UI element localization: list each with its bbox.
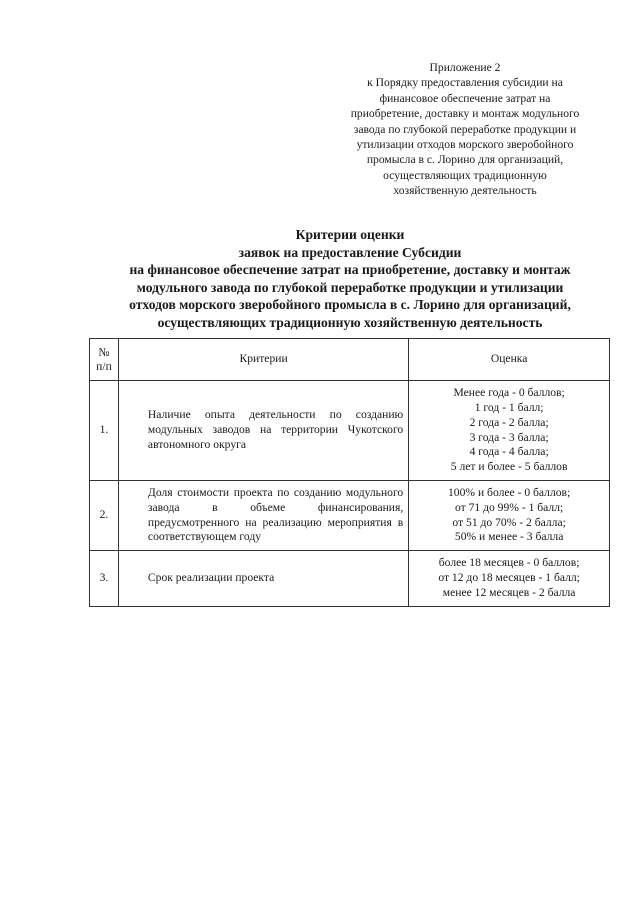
row-number: 2.: [90, 481, 119, 551]
score-line: 2 года - 2 балла;: [469, 415, 549, 429]
appendix-line: Приложение 2: [429, 61, 501, 74]
score-line: 5 лет и более - 5 баллов: [450, 460, 568, 474]
score-line: Менее года - 0 баллов;: [453, 386, 565, 400]
title-line: на финансовое обеспечение затрат на приобретение, доставку и монтаж: [129, 262, 571, 278]
document-title: [60, 226, 640, 332]
title-line: Критерии оценки: [295, 227, 405, 242]
table-row: [90, 381, 610, 481]
appendix-line: приобретение, доставку и монтаж модульного: [350, 107, 580, 121]
score-line: 100% и более - 0 баллов;: [448, 485, 571, 499]
header-num-label: п/п: [96, 359, 112, 373]
score-line: от 12 до 18 месяцев - 1 балл;: [438, 571, 580, 585]
header-criteria: Критерии: [118, 339, 408, 381]
appendix-line: хозяйственную деятельность: [393, 184, 537, 198]
table-row: [90, 551, 610, 607]
appendix-line: завода по глубокой переработке продукции и: [353, 122, 577, 136]
score-line: 1 год - 1 балл;: [474, 400, 544, 414]
title-line: модульного завода по глубокой переработке продукции и утилизации: [136, 279, 564, 295]
row-number: 1.: [90, 381, 119, 481]
row-score: [409, 551, 610, 607]
score-line: от 71 до 99% - 1 балл;: [454, 500, 564, 514]
title-line: заявок на предоставление Субсидии: [238, 244, 462, 260]
score-line: 4 года - 4 балла;: [469, 445, 549, 459]
score-line: менее 12 месяцев - 2 балла: [442, 585, 576, 599]
appendix-line: утилизации отходов морского зверобойного: [356, 138, 574, 152]
row-criterion: Доля стоимости проекта по созданию модульного завода в объеме финансирования, предусмотренного на реализацию мероприятия в соответствующем году: [118, 481, 408, 551]
title-line: отходов морского зверобойного промысла в с. Лорино для организаций,: [129, 297, 571, 313]
score-line: более 18 месяцев - 0 баллов;: [438, 556, 580, 570]
header-score: Оценка: [409, 339, 610, 381]
appendix-line: промысла в с. Лорино для организаций,: [366, 153, 564, 167]
row-number: 3.: [90, 551, 119, 607]
appendix-line: финансовое обеспечение затрат на: [379, 91, 551, 105]
score-line: от 51 до 70% - 2 балла;: [452, 515, 566, 529]
header-num-symbol: №: [98, 345, 110, 359]
row-criterion: Наличие опыта деятельности по созданию модульных заводов на территории Чукотского автономного округа: [118, 381, 408, 481]
header-num: [90, 339, 119, 381]
table-header-row: [90, 339, 610, 381]
score-line: 50% и менее - 3 балла: [454, 530, 564, 544]
row-criterion: Срок реализации проекта: [118, 551, 408, 607]
appendix-line: осуществляющих традиционную: [383, 168, 547, 182]
score-line: 3 года - 3 балла;: [469, 430, 549, 444]
table-row: [90, 481, 610, 551]
title-line: осуществляющих традиционную хозяйственную деятельность: [157, 314, 543, 330]
criteria-table: [89, 338, 610, 607]
row-score: [409, 481, 610, 551]
appendix-line: к Порядку предоставления субсидии на: [367, 76, 563, 90]
appendix-header: [330, 60, 600, 199]
row-score: [409, 381, 610, 481]
